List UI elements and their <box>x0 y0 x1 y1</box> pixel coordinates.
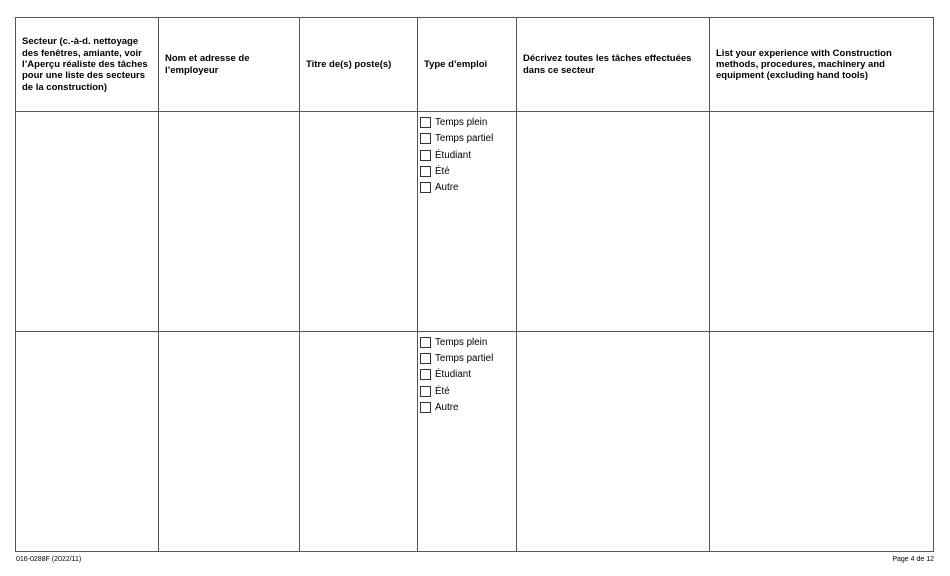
checkbox-label: Été <box>435 385 450 397</box>
checkbox-box[interactable] <box>420 150 431 161</box>
job-title-field[interactable] <box>300 112 418 332</box>
checkbox-label: Temps plein <box>435 336 488 348</box>
checkbox-autre[interactable] <box>420 180 516 196</box>
header-titre-poste: Titre de(s) poste(s) <box>300 18 418 112</box>
table-row <box>16 332 934 552</box>
checkbox-ete[interactable] <box>420 163 516 179</box>
tasks-field[interactable] <box>517 112 710 332</box>
experience-field[interactable] <box>710 332 934 552</box>
checkbox-label: Étudiant <box>435 369 471 381</box>
employer-field[interactable] <box>159 112 300 332</box>
form-number: 016-0288F (2022/11) <box>16 556 82 563</box>
checkbox-box[interactable] <box>420 117 431 128</box>
header-employeur: Nom et adresse de l’employeur <box>159 18 300 112</box>
job-title-field[interactable] <box>300 332 418 552</box>
checkbox-box[interactable] <box>420 369 431 380</box>
checkbox-box[interactable] <box>420 337 431 348</box>
checkbox-label: Étudiant <box>435 149 471 161</box>
employer-field[interactable] <box>159 332 300 552</box>
header-secteur: Secteur (c.-à-d. nettoyage des fenêtres, amiante, voir l’Aperçu réaliste des tâches pour une liste des secteurs de la construction) <box>16 18 159 112</box>
checkbox-etudiant[interactable] <box>420 147 516 163</box>
checkbox-autre[interactable] <box>420 399 516 415</box>
checkbox-box[interactable] <box>420 166 431 177</box>
table-row <box>16 112 934 332</box>
secteur-field[interactable] <box>16 332 159 552</box>
header-experience: List your experience with Construction methods, procedures, machinery and equipment (excluding hand tools) <box>710 18 934 112</box>
checkbox-box[interactable] <box>420 386 431 397</box>
checkbox-box[interactable] <box>420 353 431 364</box>
checkbox-temps-partiel[interactable] <box>420 131 516 147</box>
checkbox-box[interactable] <box>420 182 431 193</box>
checkbox-temps-plein[interactable] <box>420 114 516 130</box>
checkbox-label: Temps plein <box>435 116 488 128</box>
page-number: Page 4 de 12 <box>892 556 934 563</box>
checkbox-temps-plein[interactable] <box>420 334 516 350</box>
experience-field[interactable] <box>710 112 934 332</box>
table-header-row <box>16 18 934 112</box>
checkbox-temps-partiel[interactable] <box>420 350 516 366</box>
experience-table <box>15 17 934 552</box>
header-taches: Décrivez toutes les tâches effectuées dans ce secteur <box>517 18 710 112</box>
tasks-field[interactable] <box>517 332 710 552</box>
checkbox-label: Été <box>435 165 450 177</box>
checkbox-ete[interactable] <box>420 383 516 399</box>
checkbox-box[interactable] <box>420 133 431 144</box>
checkbox-label: Autre <box>435 401 459 413</box>
header-type-emploi: Type d’emploi <box>418 18 517 112</box>
employment-type-cell <box>418 332 517 552</box>
checkbox-label: Temps partiel <box>435 133 494 145</box>
checkbox-box[interactable] <box>420 402 431 413</box>
checkbox-etudiant[interactable] <box>420 367 516 383</box>
employment-type-cell <box>418 112 517 332</box>
secteur-field[interactable] <box>16 112 159 332</box>
checkbox-label: Temps partiel <box>435 353 494 365</box>
checkbox-label: Autre <box>435 182 459 194</box>
